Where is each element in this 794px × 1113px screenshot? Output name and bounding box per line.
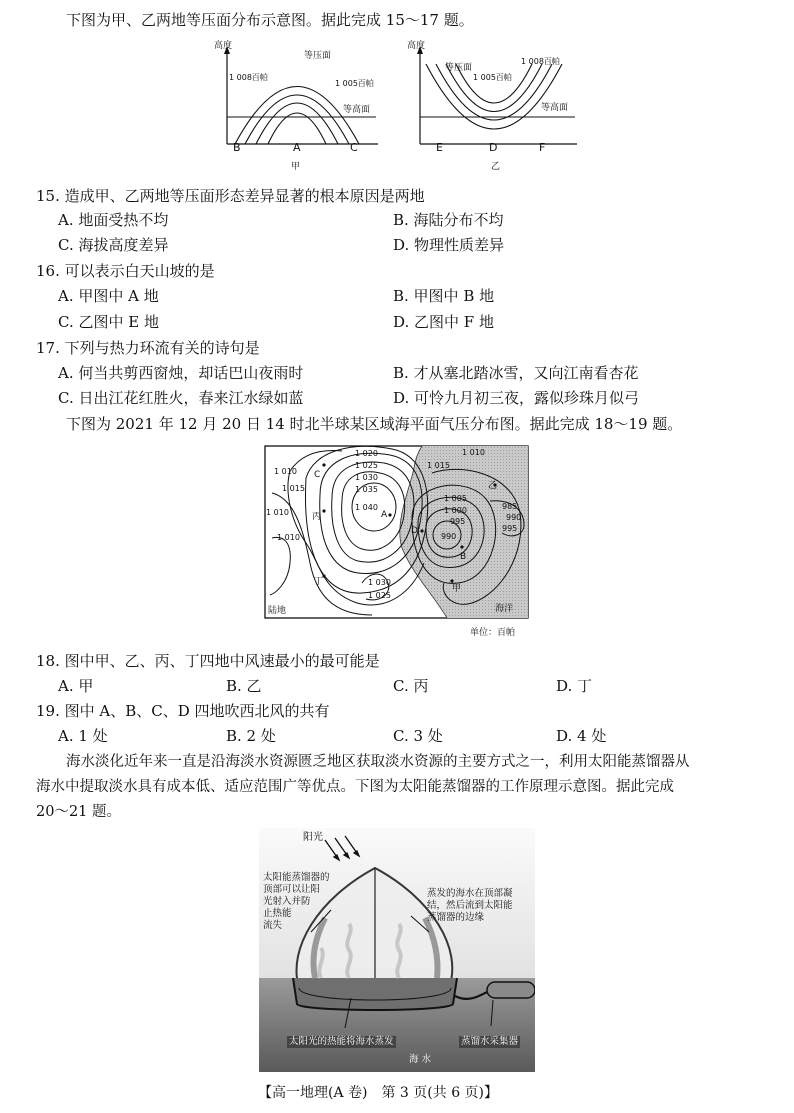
point-ding: 丁 bbox=[314, 577, 324, 587]
map-unit: 单位：百帕 bbox=[470, 628, 516, 638]
axis-label-height: 高度 bbox=[214, 41, 233, 51]
svg-text:1 040: 1 040 bbox=[355, 503, 378, 512]
isobar-label-1005: 1 005百帕 bbox=[473, 73, 512, 82]
q18-option-a: A. 甲 bbox=[58, 677, 94, 695]
q18-stem: 18. 图中甲、乙、丙、丁四地中风速最小的最可能是 bbox=[36, 652, 380, 670]
q16-stem: 16. 可以表示白天山坡的是 bbox=[36, 262, 215, 280]
land-label: 陆地 bbox=[268, 606, 287, 616]
q17-stem: 17. 下列与热力环流有关的诗句是 bbox=[36, 339, 260, 357]
still-basin bbox=[293, 978, 457, 1010]
caption-jia: 甲 bbox=[291, 162, 301, 172]
q19-option-c: C. 3 处 bbox=[393, 727, 443, 745]
q17-option-b: B. 才从塞北踏冰雪，又向江南看杏花 bbox=[393, 364, 639, 382]
svg-text:1 015: 1 015 bbox=[282, 484, 305, 493]
svg-text:1 025: 1 025 bbox=[355, 461, 378, 470]
q15-stem: 15. 造成甲、乙两地等压面形态差异显著的根本原因是两地 bbox=[36, 187, 425, 205]
point-C: C bbox=[314, 470, 321, 480]
svg-text:990: 990 bbox=[506, 513, 522, 522]
svg-text:1 035: 1 035 bbox=[355, 485, 378, 494]
q19-option-a: A. 1 处 bbox=[58, 727, 108, 745]
isobar-figure bbox=[200, 34, 600, 180]
svg-text:1 010: 1 010 bbox=[266, 508, 289, 517]
q17-option-c: C. 日出江花红胜火，春来江水绿如蓝 bbox=[58, 389, 304, 407]
svg-text:985: 985 bbox=[502, 502, 518, 511]
isobar-surface-label: 等压面 bbox=[445, 63, 473, 73]
tick-D: D bbox=[489, 141, 498, 154]
svg-text:1 010: 1 010 bbox=[274, 467, 297, 476]
svg-text:1 000: 1 000 bbox=[444, 506, 467, 515]
q17-option-d: D. 可怜九月初三夜，露似珍珠月似弓 bbox=[393, 389, 640, 407]
svg-text:1 015: 1 015 bbox=[427, 461, 450, 470]
q19-option-d: D. 4 处 bbox=[556, 727, 607, 745]
q16-option-c: C. 乙图中 E 地 bbox=[58, 313, 159, 331]
tick-B: B bbox=[233, 141, 241, 154]
svg-text:1 020: 1 020 bbox=[355, 449, 378, 458]
svg-text:1 010: 1 010 bbox=[277, 533, 300, 542]
tick-E: E bbox=[436, 141, 443, 154]
q18-option-c: C. 丙 bbox=[393, 677, 429, 695]
isobar-surface-label: 等压面 bbox=[304, 51, 332, 61]
q18-option-d: D. 丁 bbox=[556, 677, 593, 695]
q15-option-c: C. 海拔高度差异 bbox=[58, 236, 169, 254]
q16-option-d: D. 乙图中 F 地 bbox=[393, 313, 494, 331]
solar-still-figure bbox=[259, 828, 535, 1072]
page-footer: 【高一地理(A 卷) 第 3 页(共 6 页)】 bbox=[258, 1085, 499, 1101]
svg-text:1 025: 1 025 bbox=[368, 591, 391, 600]
seawater-label: 海 水 bbox=[409, 1054, 432, 1065]
q16-option-b: B. 甲图中 B 地 bbox=[393, 287, 495, 305]
q18-option-b: B. 乙 bbox=[226, 677, 262, 695]
intro-18-19: 下图为 2021 年 12 月 20 日 14 时北半球某区域海平面气压分布图。据此完成 18～19 题。 bbox=[66, 415, 683, 433]
svg-text:1 010: 1 010 bbox=[462, 448, 485, 457]
q19-stem: 19. 图中 A、B、C、D 四地吹西北风的共有 bbox=[36, 702, 330, 720]
svg-text:1 005: 1 005 bbox=[444, 494, 467, 503]
point-D: D bbox=[411, 526, 418, 536]
q15-option-b: B. 海陆分布不均 bbox=[393, 211, 504, 229]
pressure-map bbox=[262, 443, 534, 641]
intro-20-21-line1: 海水淡化近年来一直是沿海淡水资源匮乏地区获取淡水资源的主要方式之一，利用太阳能蒸馏器从 bbox=[66, 754, 690, 770]
evaporation-label: 太阳光的热能将海水蒸发 bbox=[289, 1036, 394, 1047]
distilled-water-collector bbox=[487, 982, 535, 998]
tick-C: C bbox=[350, 141, 358, 154]
caption-yi: 乙 bbox=[491, 162, 501, 172]
q15-option-d: D. 物理性质差异 bbox=[393, 236, 505, 254]
point-B: B bbox=[460, 552, 467, 562]
point-yi: 乙 bbox=[488, 481, 498, 491]
isobar-label-1008: 1 008百帕 bbox=[229, 73, 268, 82]
condensation-note: 蒸发的海水在顶部凝 结，然后流到太阳能 蒸馏器的边缘 bbox=[427, 888, 513, 923]
collector-label: 蒸馏水采集器 bbox=[461, 1036, 519, 1047]
sea-label: 海洋 bbox=[495, 604, 514, 614]
panel-jia bbox=[214, 39, 378, 172]
tick-A: A bbox=[293, 141, 301, 154]
intro-20-21-line2: 海水中提取淡水具有成本低、适应范围广等优点。下图为太阳能蒸馏器的工作原理示意图。据此完成 bbox=[36, 779, 674, 795]
svg-text:990: 990 bbox=[441, 532, 457, 541]
intro-15-17: 下图为甲、乙两地等压面分布示意图。据此完成 15～17 题。 bbox=[66, 11, 474, 29]
intro-20-21-line3: 20～21 题。 bbox=[36, 804, 122, 820]
point-bing: 丙 bbox=[312, 512, 322, 522]
q19-option-b: B. 2 处 bbox=[226, 727, 276, 745]
svg-text:1 030: 1 030 bbox=[355, 473, 378, 482]
svg-text:995: 995 bbox=[502, 524, 518, 533]
isoheight-label: 等高面 bbox=[541, 103, 569, 113]
q15-option-a: A. 地面受热不均 bbox=[58, 211, 169, 229]
q16-option-a: A. 甲图中 A 地 bbox=[58, 287, 159, 305]
svg-text:1 030: 1 030 bbox=[368, 578, 391, 587]
dome-note: 太阳能蒸馏器的 顶部可以让阳 光射入并防 止热能 流失 bbox=[263, 872, 330, 931]
q17-option-a: A. 何当共剪西窗烛，却话巴山夜雨时 bbox=[58, 364, 304, 382]
isobar-label-1005: 1 005百帕 bbox=[335, 79, 374, 88]
sunlight-label: 阳光 bbox=[303, 832, 323, 843]
panel-yi bbox=[407, 39, 577, 172]
isobar-label-1008: 1 008百帕 bbox=[521, 57, 560, 66]
tick-F: F bbox=[539, 141, 546, 154]
axis-label-height: 高度 bbox=[407, 41, 426, 51]
point-A: A bbox=[381, 510, 388, 520]
svg-text:995: 995 bbox=[450, 517, 466, 526]
point-jia: 甲 bbox=[452, 584, 462, 594]
isoheight-label: 等高面 bbox=[343, 105, 371, 115]
